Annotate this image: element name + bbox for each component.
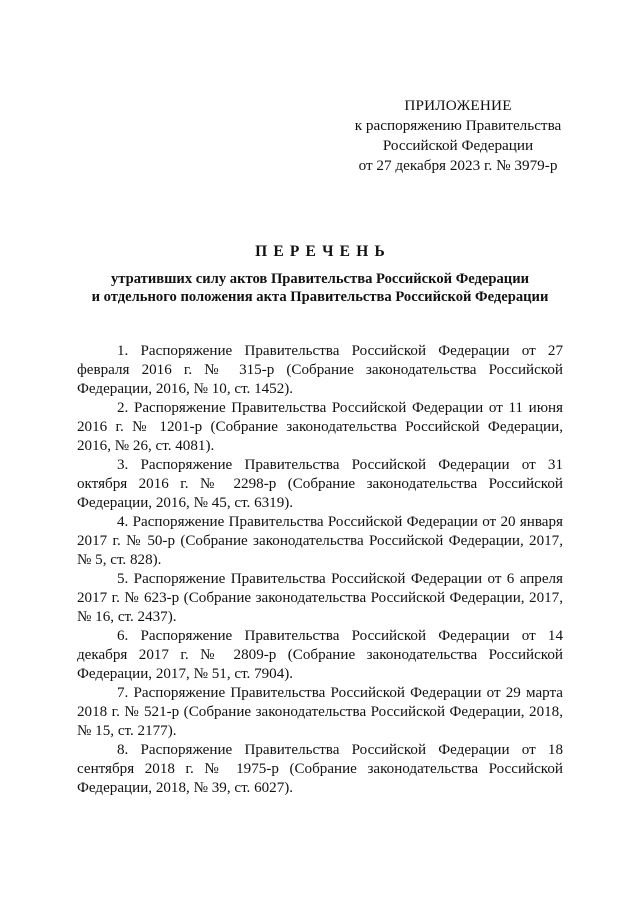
appendix-title: ПРИЛОЖЕНИЕ bbox=[404, 97, 512, 114]
document-subtitle-line-2: и отдельного положения акта Правительства Российской Федерации bbox=[91, 289, 549, 305]
appendix-line-decree: к распоряжению Правительства bbox=[354, 117, 562, 134]
list-item: 6. Распоряжение Правительства Российской Федерации от 14 декабря 2017 г. № 2809-р (Собрание законодательства Российской Федерации, 2017, № 51, ст. 7904). bbox=[77, 628, 563, 682]
document-subtitle-line-1: утративших силу актов Правительства Российской Федерации bbox=[110, 271, 530, 287]
document-title: ПЕРЕЧЕНЬ bbox=[255, 243, 391, 260]
appendix-header bbox=[330, 96, 586, 176]
list-item: 3. Распоряжение Правительства Российской Федерации от 31 октября 2016 г. № 2298-р (Собрание законодательства Российской Федерации, 2016, № 45, ст. 6319). bbox=[77, 457, 563, 511]
appendix-line-date: от 27 декабря 2023 г. № 3979-р bbox=[358, 157, 558, 174]
list-item: 8. Распоряжение Правительства Российской Федерации от 18 сентября 2018 г. № 1975-р (Собрание законодательства Российской Федерации, 2018, № 39, ст. 6027). bbox=[77, 742, 563, 796]
acts-list bbox=[77, 342, 563, 798]
appendix-line-federation: Российской Федерации bbox=[382, 137, 534, 154]
list-item: 1. Распоряжение Правительства Российской Федерации от 27 февраля 2016 г. № 315-р (Собрание законодательства Российской Федерации, 2016, № 10, ст. 1452). bbox=[77, 343, 563, 397]
document-heading bbox=[0, 240, 640, 306]
list-item: 7. Распоряжение Правительства Российской Федерации от 29 марта 2018 г. № 521-р (Собрание законодательства Российской Федерации, 2018, № 15, ст. 2177). bbox=[77, 685, 563, 739]
list-item: 5. Распоряжение Правительства Российской Федерации от 6 апреля 2017 г. № 623-р (Собрание законодательства Российской Федерации, 2017, № 16, ст. 2437). bbox=[77, 571, 563, 625]
list-item: 2. Распоряжение Правительства Российской Федерации от 11 июня 2016 г. № 1201-р (Собрание законодательства Российской Федерации, 2016, № 26, ст. 4081). bbox=[77, 400, 563, 454]
list-item: 4. Распоряжение Правительства Российской Федерации от 20 января 2017 г. № 50-р (Собрание законодательства Российской Федерации, 2017, № 5, ст. 828). bbox=[77, 514, 563, 568]
